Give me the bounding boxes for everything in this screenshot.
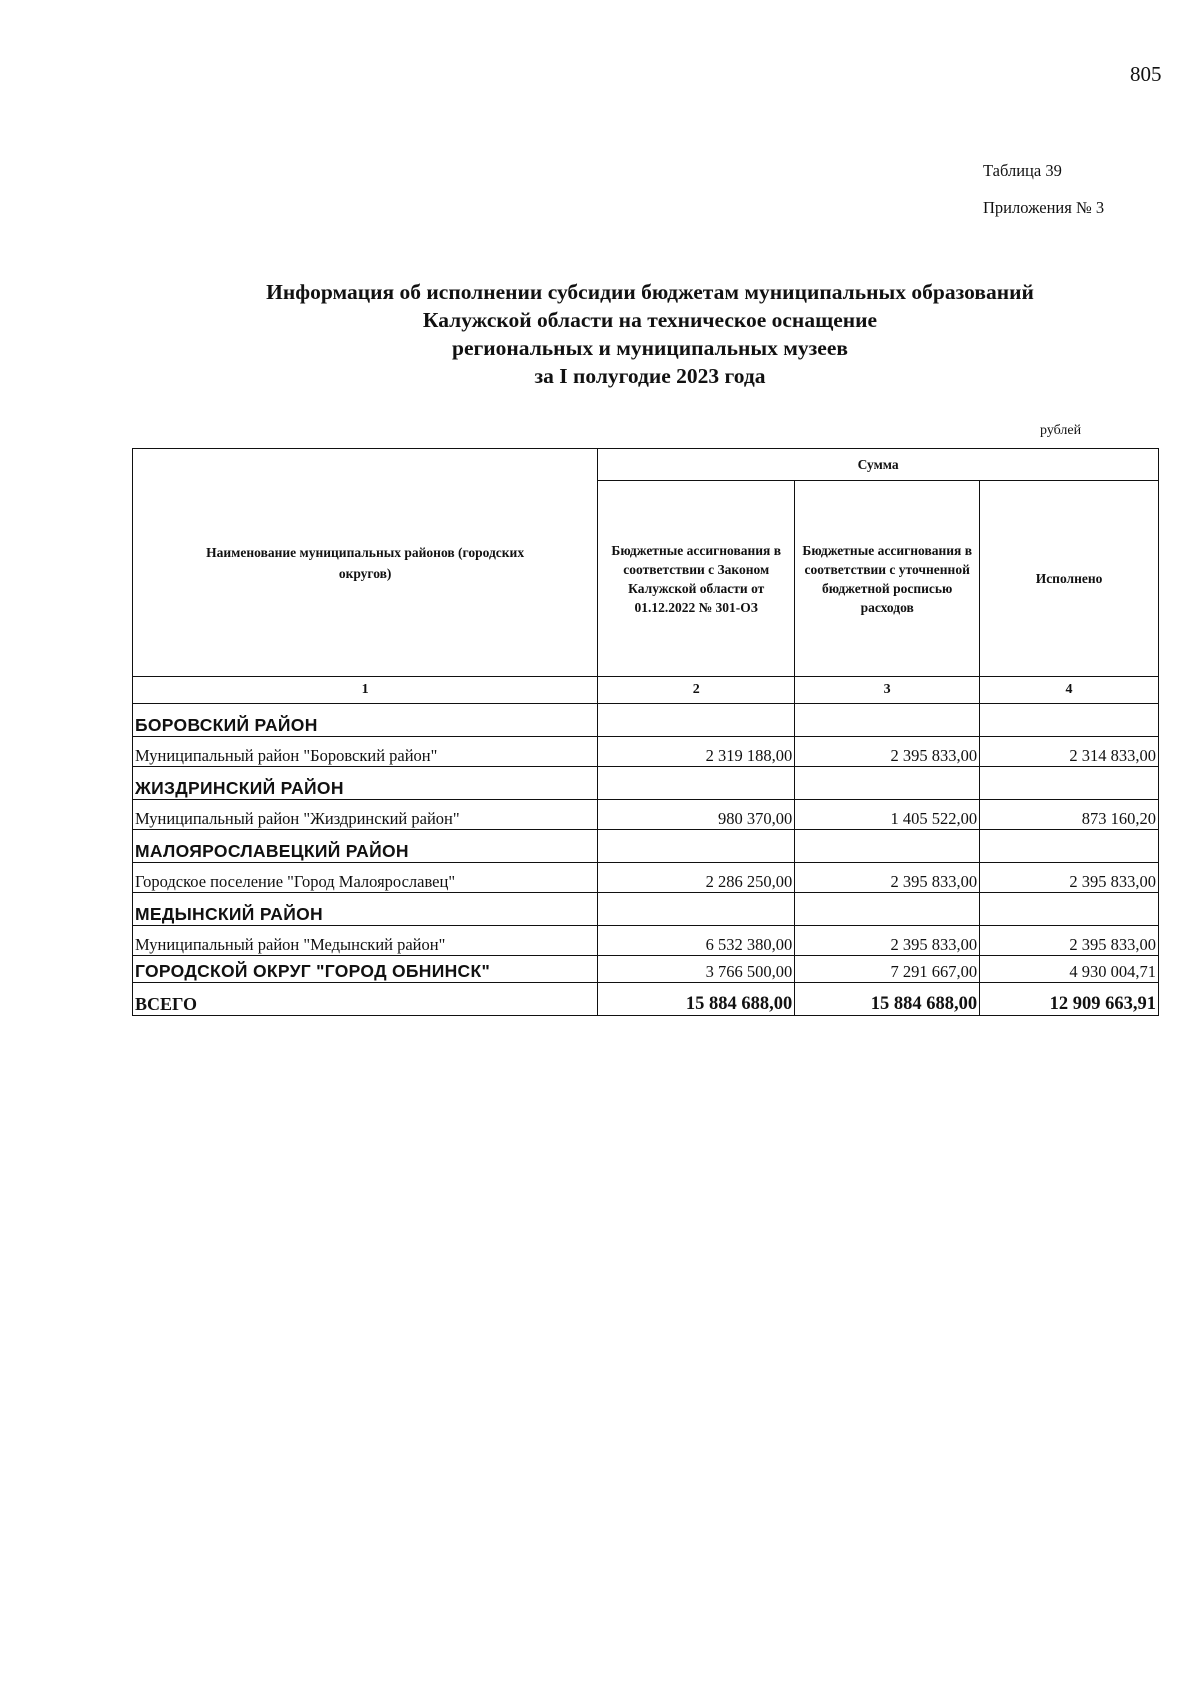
district-name: МЕДЫНСКИЙ РАЙОН — [133, 893, 598, 926]
index-cell: 4 — [980, 677, 1159, 704]
district-name: МАЛОЯРОСЛАВЕЦКИЙ РАЙОН — [133, 830, 598, 863]
district-name: БОРОВСКИЙ РАЙОН — [133, 704, 598, 737]
district-row — [133, 704, 1159, 737]
value-law: 2 286 250,00 — [598, 863, 795, 893]
units-label: рублей — [1040, 423, 1082, 438]
table-row — [133, 863, 1159, 893]
value-executed: 2 314 833,00 — [980, 737, 1159, 767]
table-row — [133, 800, 1159, 830]
value-refined: 2 395 833,00 — [795, 863, 980, 893]
okrug-row — [133, 956, 1159, 983]
table-row — [133, 926, 1159, 956]
value-executed: 4 930 004,71 — [980, 956, 1159, 983]
title-line: Калужской области на техническое оснащение — [422, 308, 878, 332]
value-refined: 2 395 833,00 — [795, 926, 980, 956]
document-title — [0, 278, 1200, 390]
municipality-name: Муниципальный район "Боровский район" — [133, 737, 598, 767]
title-line: Информация об исполнении субсидии бюджетам муниципальных образований — [266, 280, 1034, 304]
header-col-4: Исполнено — [980, 481, 1159, 677]
index-cell: 3 — [795, 677, 980, 704]
value-executed: 873 160,20 — [980, 800, 1159, 830]
total-label: ВСЕГО — [133, 983, 598, 1016]
table-label: Таблица 39 — [983, 161, 1062, 180]
total-executed: 12 909 663,91 — [980, 983, 1159, 1016]
municipality-name: Городское поселение "Город Малоярославец" — [133, 863, 598, 893]
district-row — [133, 893, 1159, 926]
municipality-name: Муниципальный район "Медынский район" — [133, 926, 598, 956]
header-col-3: Бюджетные ассигнования в соответствии с уточненной бюджетной росписью расходов — [795, 481, 980, 677]
value-refined: 7 291 667,00 — [795, 956, 980, 983]
value-law: 980 370,00 — [598, 800, 795, 830]
okrug-name: ГОРОДСКОЙ ОКРУГ "ГОРОД ОБНИНСК" — [133, 956, 598, 983]
header-col-2: Бюджетные ассигнования в соответствии с Законом Калужской области от 01.12.2022 № 301-ОЗ — [598, 481, 795, 677]
table-reference — [983, 160, 1104, 234]
header-sum-group: Сумма — [598, 449, 1159, 481]
value-executed: 2 395 833,00 — [980, 926, 1159, 956]
title-line: за I полугодие 2023 года — [534, 364, 766, 388]
value-refined: 1 405 522,00 — [795, 800, 980, 830]
total-refined: 15 884 688,00 — [795, 983, 980, 1016]
district-name: ЖИЗДРИНСКИЙ РАЙОН — [133, 767, 598, 800]
index-cell: 1 — [133, 677, 598, 704]
subsidy-table — [132, 448, 1159, 1016]
value-law: 2 319 188,00 — [598, 737, 795, 767]
value-law: 6 532 380,00 — [598, 926, 795, 956]
total-law: 15 884 688,00 — [598, 983, 795, 1016]
municipality-name: Муниципальный район "Жиздринский район" — [133, 800, 598, 830]
value-executed: 2 395 833,00 — [980, 863, 1159, 893]
district-row — [133, 767, 1159, 800]
value-law: 3 766 500,00 — [598, 956, 795, 983]
page-number: 805 — [1130, 62, 1162, 86]
total-row — [133, 983, 1159, 1016]
appendix-label: Приложения № 3 — [983, 198, 1105, 217]
title-line: региональных и муниципальных музеев — [452, 336, 848, 360]
value-refined: 2 395 833,00 — [795, 737, 980, 767]
index-cell: 2 — [598, 677, 795, 704]
header-name-column: Наименование муниципальных районов (городских округов) — [133, 449, 598, 677]
table-row — [133, 737, 1159, 767]
district-row — [133, 830, 1159, 863]
